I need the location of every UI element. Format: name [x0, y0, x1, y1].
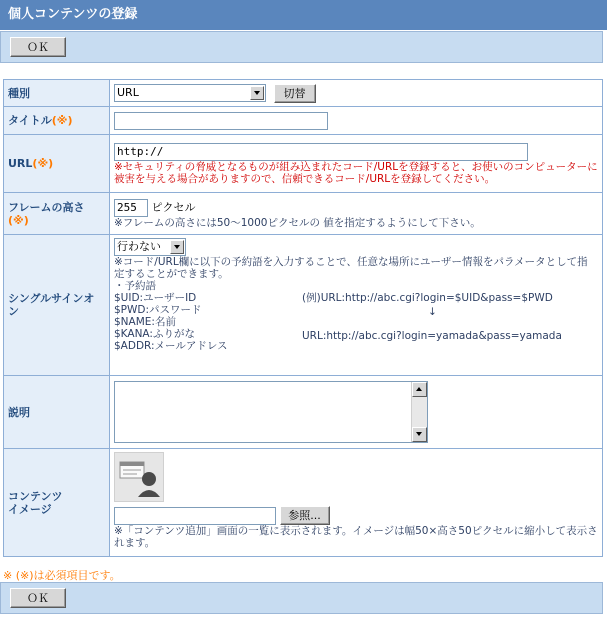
- title-label-text: タイトル: [8, 114, 52, 127]
- scroll-up-icon[interactable]: [412, 382, 427, 397]
- image-file-input[interactable]: [114, 507, 276, 525]
- sso-note: ※コード/URL欄に以下の予約語を入力することで、任意な場所にユーザー情報をパラメータとして指定することができます。: [114, 256, 588, 280]
- sso-label: シングルサインオン: [4, 235, 110, 376]
- bottom-action-bar: [0, 582, 603, 614]
- sso-select-value: 行わない: [117, 240, 161, 253]
- sso-select[interactable]: [114, 238, 186, 256]
- reserved-word: $UID:ユーザーID: [114, 292, 197, 304]
- description-scrollbar[interactable]: [411, 382, 427, 442]
- reserved-word: $KANA:ふりがな: [114, 328, 195, 340]
- frame-height-input[interactable]: 255: [114, 199, 148, 217]
- content-image-placeholder-icon: [114, 452, 164, 502]
- ok-button-top[interactable]: ＯＫ: [10, 37, 66, 57]
- type-select[interactable]: [114, 84, 266, 102]
- required-mark: (※): [8, 213, 29, 227]
- example-arrow: ↓: [428, 306, 437, 318]
- reserved-word: $ADDR:メールアドレス: [114, 340, 228, 352]
- example-before: (例)URL:http://abc.cgi?login=$UID&pass=$PWD: [302, 292, 553, 304]
- required-mark: (※): [32, 157, 54, 170]
- description-textarea[interactable]: [114, 381, 428, 443]
- content-image-label-line2: イメージ: [8, 502, 52, 516]
- title-label: [4, 107, 110, 135]
- content-image-note: ※「コンテンツ追加」画面の一覧に表示されます。イメージは幅50×高さ50ピクセルに縮小して表示されます。: [114, 525, 598, 549]
- frame-height-label: [4, 193, 110, 235]
- example-after: URL:http://abc.cgi?login=yamada&pass=yamada: [302, 330, 562, 342]
- title-input[interactable]: [114, 112, 328, 130]
- url-label: [4, 135, 110, 193]
- reserved-words-heading: ・予約語: [114, 280, 156, 292]
- chevron-down-icon[interactable]: [170, 240, 184, 254]
- required-footnote: ※ (※)は必須項目です。: [3, 569, 121, 582]
- type-select-value: URL: [117, 86, 139, 99]
- frame-height-unit: ピクセル: [151, 200, 196, 214]
- reserved-word: $NAME:名前: [114, 316, 176, 328]
- type-label: 種別: [4, 80, 110, 107]
- content-form: [3, 79, 603, 557]
- content-image-label: [4, 449, 110, 557]
- switch-button[interactable]: 切替: [274, 84, 316, 103]
- ok-button-bottom[interactable]: ＯＫ: [10, 588, 66, 608]
- url-security-warning: ※セキュリティの脅威となるものが組み込まれたコード/URLを登録すると、お使いのコンピューターに被害を与える場合がありますので、信頼できるコード/URLを登録してください。: [114, 160, 598, 185]
- url-label-text: URL: [8, 157, 33, 170]
- browse-button[interactable]: 参照...: [280, 506, 330, 525]
- content-image-label-line1: コンテンツ: [8, 489, 63, 503]
- description-label: 説明: [4, 376, 110, 449]
- reserved-word: $PWD:パスワード: [114, 304, 202, 316]
- top-action-bar: [0, 31, 603, 63]
- scroll-down-icon[interactable]: [412, 427, 427, 442]
- required-mark: (※): [51, 114, 73, 127]
- url-input[interactable]: http://: [114, 143, 528, 161]
- chevron-down-icon[interactable]: [250, 86, 264, 100]
- page-title: 個人コンテンツの登録: [0, 0, 607, 30]
- frame-height-note: ※フレームの高さには50～1000ピクセルの 値を指定するようにして下さい。: [114, 216, 481, 229]
- frame-height-label-text: フレームの高さ: [8, 200, 85, 214]
